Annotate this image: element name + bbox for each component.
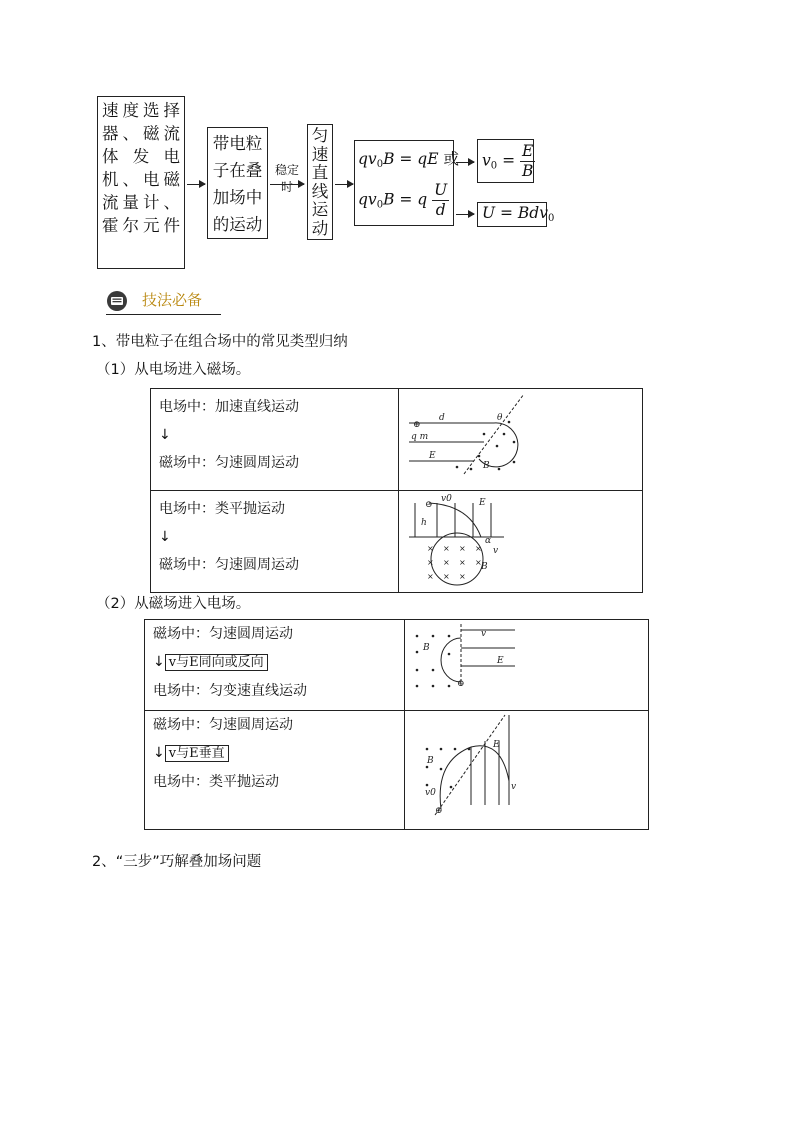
flow-arrow — [456, 214, 474, 215]
devices-line: 器、磁流 — [102, 124, 180, 143]
table-row — [151, 389, 643, 491]
svg-text:×: × — [475, 558, 482, 567]
svg-text:×: × — [427, 558, 434, 567]
eq1-mid: B = qE — [383, 150, 439, 168]
cell-line: 电场中：类平抛运动 — [159, 501, 285, 517]
subheading-electric-to-magnetic: （1）从电场进入磁场。 — [96, 362, 251, 378]
minus-charge-label: ⊖ — [425, 500, 433, 510]
v0-label: v0 — [441, 494, 452, 504]
motion-line: 的运动 — [212, 215, 263, 234]
table-cell-text — [145, 620, 405, 711]
eq1-left: qv — [358, 150, 377, 168]
uniform-char: 动 — [311, 218, 329, 238]
cell-line: 电场中：加速直线运动 — [159, 399, 299, 415]
svg-text:×: × — [459, 544, 466, 553]
v-label: v — [493, 546, 499, 556]
cell-arrow: ↓ — [159, 427, 171, 443]
plus-charge-label: ⊕ — [457, 679, 465, 689]
heading-combined-fields: 1、带电粒子在组合场中的常见类型归纳 — [92, 334, 348, 350]
table-cell-diagram — [405, 620, 649, 711]
cell-line: 磁场中：匀速圆周运动 — [159, 557, 299, 573]
subheading-magnetic-to-electric: （2）从磁场进入电场。 — [96, 596, 251, 612]
result-box-2 — [477, 202, 555, 227]
B-label: B — [481, 562, 488, 572]
cell-arrow: ↓ — [153, 654, 165, 670]
eq2-mid: B = q — [383, 190, 428, 209]
d-label: d — [439, 413, 445, 423]
cell-condition — [145, 739, 404, 768]
B-label: B — [427, 756, 434, 766]
cell-arrow: ↓ — [159, 529, 171, 545]
cell-line: 磁场中：匀速圆周运动 — [159, 455, 299, 471]
condition-perpendicular: v与E垂直 — [165, 745, 229, 762]
table-row — [145, 711, 649, 830]
devices-line: 速度选择 — [102, 101, 180, 120]
B-label: B — [423, 643, 430, 653]
devices-line: 霍尔元件 — [102, 216, 180, 235]
svg-text:×: × — [475, 544, 482, 553]
B-label: B — [483, 461, 490, 471]
svg-text:×: × — [427, 572, 434, 581]
eq2-left: qv — [358, 190, 377, 209]
condition-line: 稳定 — [274, 163, 299, 177]
cell-arrow: ↓ — [153, 745, 165, 761]
table-cell-text — [145, 711, 405, 830]
cell-line: 电场中：匀变速直线运动 — [153, 683, 307, 699]
eq1-or: 或 — [443, 150, 459, 168]
flow-arrow — [187, 184, 205, 185]
svg-text:×: × — [443, 572, 450, 581]
res1-fraction — [520, 142, 535, 181]
equation-2 — [358, 181, 453, 220]
res2-text: U = Bdv — [482, 204, 548, 222]
diagram-circle-to-projectile — [405, 711, 648, 825]
theta-label: θ — [497, 413, 503, 423]
result-2 — [482, 204, 555, 224]
devices-line: 流量计、 — [102, 193, 180, 212]
uniform-char: 线 — [311, 181, 329, 201]
eq2-denominator: d — [435, 201, 446, 219]
diagram-accelerate-circle — [399, 389, 642, 486]
res2-sub: 0 — [547, 213, 555, 224]
devices-box — [97, 96, 185, 269]
res1-sub: 0 — [490, 160, 498, 172]
diagram-circle-to-linear — [405, 620, 648, 706]
flow-arrow — [456, 162, 474, 163]
eq2-numerator: U — [434, 181, 448, 199]
eq1-sub: 0 — [376, 159, 384, 170]
cell-line: 磁场中：匀速圆周运动 — [153, 717, 293, 733]
svg-text:×: × — [427, 544, 434, 553]
devices-line: 机、电磁 — [102, 170, 180, 189]
table-cell-diagram — [399, 389, 643, 491]
E-label: E — [429, 451, 436, 461]
table-electric-to-magnetic — [150, 388, 643, 593]
result-box-1 — [477, 139, 534, 183]
qm-label: q m — [411, 432, 429, 442]
uniform-motion-box — [307, 124, 333, 240]
section-badge-label: 技法必备 — [142, 291, 203, 309]
res1-denominator: B — [521, 162, 534, 180]
E-label: E — [493, 740, 500, 750]
motion-line: 子在叠 — [212, 161, 263, 180]
flow-arrow — [335, 184, 353, 185]
table-row — [145, 620, 649, 711]
cell-line: 磁场中：匀速圆周运动 — [153, 626, 293, 642]
res1-numerator: E — [521, 142, 534, 160]
result-1 — [482, 142, 533, 181]
svg-text:×: × — [459, 572, 466, 581]
E-label: E — [479, 498, 486, 508]
diagram-projectile-circle — [399, 491, 642, 588]
equation-1 — [358, 145, 459, 179]
table-row — [151, 491, 643, 593]
table-cell-diagram — [405, 711, 649, 830]
eq2-fraction — [432, 181, 449, 220]
table-cell-text — [151, 389, 399, 491]
condition-label — [271, 162, 303, 196]
motion-box — [207, 127, 268, 239]
uniform-char: 匀 — [311, 126, 329, 145]
v-label: v — [481, 629, 487, 639]
equation-box — [354, 140, 459, 226]
condition-line: 时 — [280, 180, 293, 194]
flow-arrow — [270, 184, 304, 185]
v-label: v — [511, 782, 517, 792]
table-cell-text — [151, 491, 399, 593]
section-underline — [106, 314, 221, 315]
heading-three-steps: 2、“三步”巧解叠加场问题 — [92, 854, 262, 870]
svg-text:×: × — [459, 558, 466, 567]
section-badge — [106, 288, 221, 314]
table-magnetic-to-electric — [144, 619, 649, 830]
res1-left: v — [482, 151, 491, 170]
uniform-char: 运 — [311, 200, 329, 219]
svg-text:×: × — [443, 544, 450, 553]
cell-line: 电场中：类平抛运动 — [153, 774, 279, 790]
uniform-char: 速 — [311, 144, 329, 164]
devices-line: 体发电 — [102, 147, 180, 166]
v0-label: v0 — [425, 788, 436, 798]
alpha-label: α — [485, 536, 492, 546]
plus-charge-label: ⊕ — [413, 420, 421, 430]
motion-line: 带电粒 — [212, 134, 263, 153]
res1-eq: = — [497, 151, 520, 170]
uniform-char: 直 — [311, 163, 329, 182]
book-icon — [106, 290, 128, 312]
cell-condition — [145, 648, 404, 677]
svg-text:×: × — [443, 558, 450, 567]
E-label: E — [497, 656, 504, 666]
h-label: h — [421, 518, 427, 528]
motion-line: 加场中 — [212, 188, 263, 207]
eq2-sub: 0 — [376, 199, 384, 211]
table-cell-diagram — [399, 491, 643, 593]
condition-parallel: v与E同向或反向 — [165, 654, 268, 671]
plus-charge-label: ⊕ — [435, 806, 443, 816]
